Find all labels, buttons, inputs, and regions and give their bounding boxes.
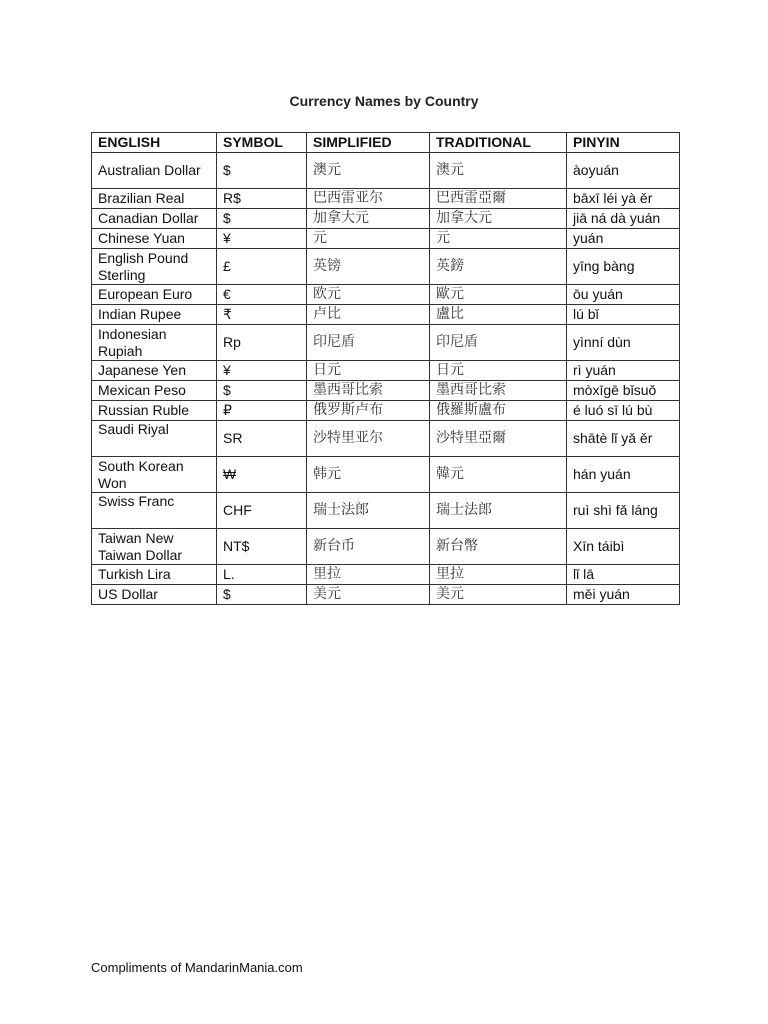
table-row	[92, 493, 680, 529]
cell-traditional: 俄羅斯盧布	[430, 401, 567, 421]
cell-traditional: 沙特里亞爾	[430, 421, 567, 457]
cell-pinyin: lú bǐ	[567, 305, 680, 325]
cell-pinyin: lǐ lā	[567, 565, 680, 585]
cell-traditional: 日元	[430, 361, 567, 381]
cell-simplified: 瑞士法郎	[307, 493, 430, 529]
table-row	[92, 421, 680, 457]
cell-english: Russian Ruble	[92, 401, 217, 421]
table-row	[92, 249, 680, 285]
cell-traditional: 加拿大元	[430, 209, 567, 229]
cell-english: US Dollar	[92, 585, 217, 605]
cell-symbol: SR	[217, 421, 307, 457]
table-row	[92, 529, 680, 565]
footer-credit: Compliments of MandarinMania.com	[91, 960, 303, 975]
cell-simplified: 卢比	[307, 305, 430, 325]
cell-english: Taiwan New Taiwan Dollar	[92, 529, 217, 565]
cell-symbol: €	[217, 285, 307, 305]
table-row	[92, 361, 680, 381]
cell-simplified: 加拿大元	[307, 209, 430, 229]
cell-simplified: 新台币	[307, 529, 430, 565]
cell-traditional: 元	[430, 229, 567, 249]
table-row	[92, 189, 680, 209]
cell-pinyin: rì yuán	[567, 361, 680, 381]
table-row	[92, 153, 680, 189]
table-row	[92, 565, 680, 585]
cell-english: Australian Dollar	[92, 153, 217, 189]
cell-symbol: ₽	[217, 401, 307, 421]
table-row	[92, 381, 680, 401]
cell-english: Indian Rupee	[92, 305, 217, 325]
table-row	[92, 285, 680, 305]
cell-simplified: 印尼盾	[307, 325, 430, 361]
cell-traditional: 英鎊	[430, 249, 567, 285]
cell-pinyin: shātè lǐ yǎ ěr	[567, 421, 680, 457]
cell-english: Japanese Yen	[92, 361, 217, 381]
currency-table	[91, 132, 680, 605]
cell-pinyin: àoyuán	[567, 153, 680, 189]
cell-simplified: 澳元	[307, 153, 430, 189]
table-row	[92, 305, 680, 325]
cell-pinyin: mòxīgē bǐsuǒ	[567, 381, 680, 401]
cell-traditional: 新台幣	[430, 529, 567, 565]
cell-pinyin: jiā ná dà yuán	[567, 209, 680, 229]
cell-traditional: 里拉	[430, 565, 567, 585]
cell-english: Canadian Dollar	[92, 209, 217, 229]
table-row	[92, 229, 680, 249]
cell-traditional: 韓元	[430, 457, 567, 493]
cell-simplified: 韩元	[307, 457, 430, 493]
header-simplified: SIMPLIFIED	[307, 133, 430, 153]
header-english: ENGLISH	[92, 133, 217, 153]
cell-pinyin: hán yuán	[567, 457, 680, 493]
cell-traditional: 墨西哥比索	[430, 381, 567, 401]
cell-english: Swiss Franc	[92, 493, 217, 529]
page-title: Currency Names by Country	[289, 93, 479, 109]
cell-pinyin: yuán	[567, 229, 680, 249]
cell-traditional: 巴西雷亞爾	[430, 189, 567, 209]
cell-simplified: 沙特里亚尔	[307, 421, 430, 457]
cell-symbol: Rp	[217, 325, 307, 361]
cell-simplified: 俄罗斯卢布	[307, 401, 430, 421]
cell-simplified: 里拉	[307, 565, 430, 585]
cell-simplified: 欧元	[307, 285, 430, 305]
cell-pinyin: é luó sī lú bù	[567, 401, 680, 421]
cell-symbol: CHF	[217, 493, 307, 529]
cell-pinyin: yìnní dùn	[567, 325, 680, 361]
cell-pinyin: měi yuán	[567, 585, 680, 605]
cell-traditional: 印尼盾	[430, 325, 567, 361]
cell-pinyin: ōu yuán	[567, 285, 680, 305]
cell-traditional: 歐元	[430, 285, 567, 305]
cell-symbol: ₹	[217, 305, 307, 325]
cell-symbol: L.	[217, 565, 307, 585]
cell-symbol: R$	[217, 189, 307, 209]
cell-simplified: 巴西雷亚尔	[307, 189, 430, 209]
cell-english: Chinese Yuan	[92, 229, 217, 249]
cell-symbol: $	[217, 585, 307, 605]
cell-simplified: 英镑	[307, 249, 430, 285]
cell-pinyin: Xīn táibì	[567, 529, 680, 565]
cell-symbol: £	[217, 249, 307, 285]
cell-symbol: $	[217, 153, 307, 189]
cell-symbol: NT$	[217, 529, 307, 565]
table-row	[92, 209, 680, 229]
cell-simplified: 墨西哥比索	[307, 381, 430, 401]
header-traditional: TRADITIONAL	[430, 133, 567, 153]
table-header-row	[92, 133, 680, 153]
cell-pinyin: bāxī léi yà ěr	[567, 189, 680, 209]
table-row	[92, 457, 680, 493]
table-row	[92, 585, 680, 605]
cell-english: Mexican Peso	[92, 381, 217, 401]
cell-simplified: 美元	[307, 585, 430, 605]
cell-english: South Korean Won	[92, 457, 217, 493]
cell-english: Turkish Lira	[92, 565, 217, 585]
cell-symbol: ₩	[217, 457, 307, 493]
cell-simplified: 日元	[307, 361, 430, 381]
cell-english: Indonesian Rupiah	[92, 325, 217, 361]
cell-pinyin: ruì shì fǎ láng	[567, 493, 680, 529]
cell-english: European Euro	[92, 285, 217, 305]
cell-traditional: 美元	[430, 585, 567, 605]
cell-symbol: ¥	[217, 361, 307, 381]
cell-symbol: $	[217, 381, 307, 401]
header-symbol: SYMBOL	[217, 133, 307, 153]
cell-english: Saudi Riyal	[92, 421, 217, 457]
cell-traditional: 瑞士法郎	[430, 493, 567, 529]
cell-simplified: 元	[307, 229, 430, 249]
cell-english: English Pound Sterling	[92, 249, 217, 285]
cell-symbol: $	[217, 209, 307, 229]
table-row	[92, 401, 680, 421]
table-row	[92, 325, 680, 361]
cell-traditional: 盧比	[430, 305, 567, 325]
cell-traditional: 澳元	[430, 153, 567, 189]
header-pinyin: PINYIN	[567, 133, 680, 153]
cell-symbol: ¥	[217, 229, 307, 249]
cell-english: Brazilian Real	[92, 189, 217, 209]
cell-pinyin: yīng bàng	[567, 249, 680, 285]
